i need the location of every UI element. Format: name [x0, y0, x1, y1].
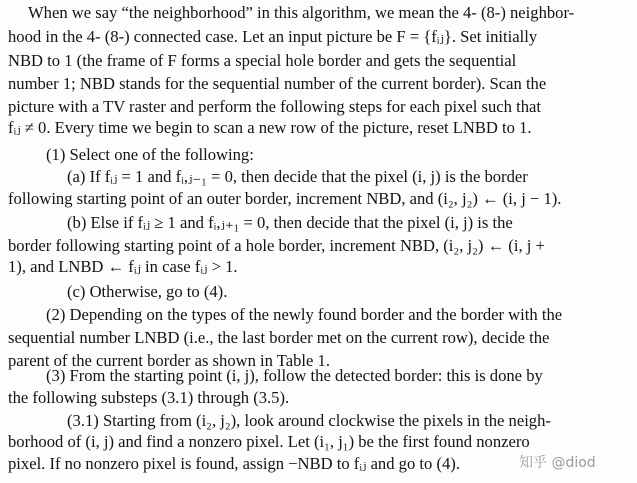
step-1b-line-3: 1), and LNBD ← fᵢⱼ in case fᵢⱼ > 1.: [8, 257, 238, 276]
step-2-line-3: parent of the current border as shown in Table 1.: [8, 351, 331, 370]
step-1c: (c) Otherwise, go to (4).: [67, 282, 228, 301]
step-1a-line-1: (a) If fᵢⱼ = 1 and fᵢ,ⱼ₋₁ = 0, then decide that the pixel (i, j) is the border: [67, 167, 528, 186]
text-line-5: picture with a TV raster and perform the following steps for each pixel such that: [8, 97, 541, 116]
step-1b-line-2: border following starting point of a hole border, increment NBD, (i₂, j₂) ← (i, j +: [8, 236, 545, 255]
step-2-line-2: sequential number LNBD (i.e., the last border met on the current row), decide the: [8, 328, 550, 347]
step-3-1-line-3: pixel. If no nonzero pixel is found, assign −NBD to fᵢⱼ and go to (4).: [8, 454, 460, 473]
step-1a-line-2: following starting point of an outer border, increment NBD, and (i₂, j₂) ← (i, j − 1).: [8, 189, 562, 208]
step-1-heading: (1) Select one of the following:: [46, 145, 254, 164]
text-line-3: NBD to 1 (the frame of F forms a special hole border and gets the sequential: [8, 51, 517, 70]
step-3-1-line-2: borhood of (i, j) and find a nonzero pixel. Let (i₁, j₁) be the first found nonzero: [8, 432, 530, 451]
zhihu-watermark: 知乎 @diod: [519, 455, 596, 471]
text-line-1: When we say “the neighborhood” in this algorithm, we mean the 4- (8-) neighbor-: [28, 3, 575, 22]
step-3-1-line-1: (3.1) Starting from (i₂, j₂), look around clockwise the pixels in the neigh-: [67, 411, 551, 430]
text-line-6: fᵢⱼ ≠ 0. Every time we begin to scan a new row of the picture, reset LNBD to 1.: [8, 118, 532, 137]
step-3-line-1: (3) From the starting point (i, j), follow the detected border: this is done by: [46, 366, 543, 385]
step-2-line-1: (2) Depending on the types of the newly found border and the border with the: [46, 305, 563, 324]
text-line-2: hood in the 4- (8-) connected case. Let an input picture be F = {fᵢⱼ}. Set initially: [8, 27, 538, 46]
step-1b-line-1: (b) Else if fᵢⱼ ≥ 1 and fᵢ,ⱼ₊₁ = 0, then decide that the pixel (i, j) is the: [67, 213, 513, 232]
step-3-line-2: the following substeps (3.1) through (3.5).: [8, 388, 290, 407]
text-line-4: number 1; NBD stands for the sequential number of the current border). Scan the: [8, 74, 547, 93]
